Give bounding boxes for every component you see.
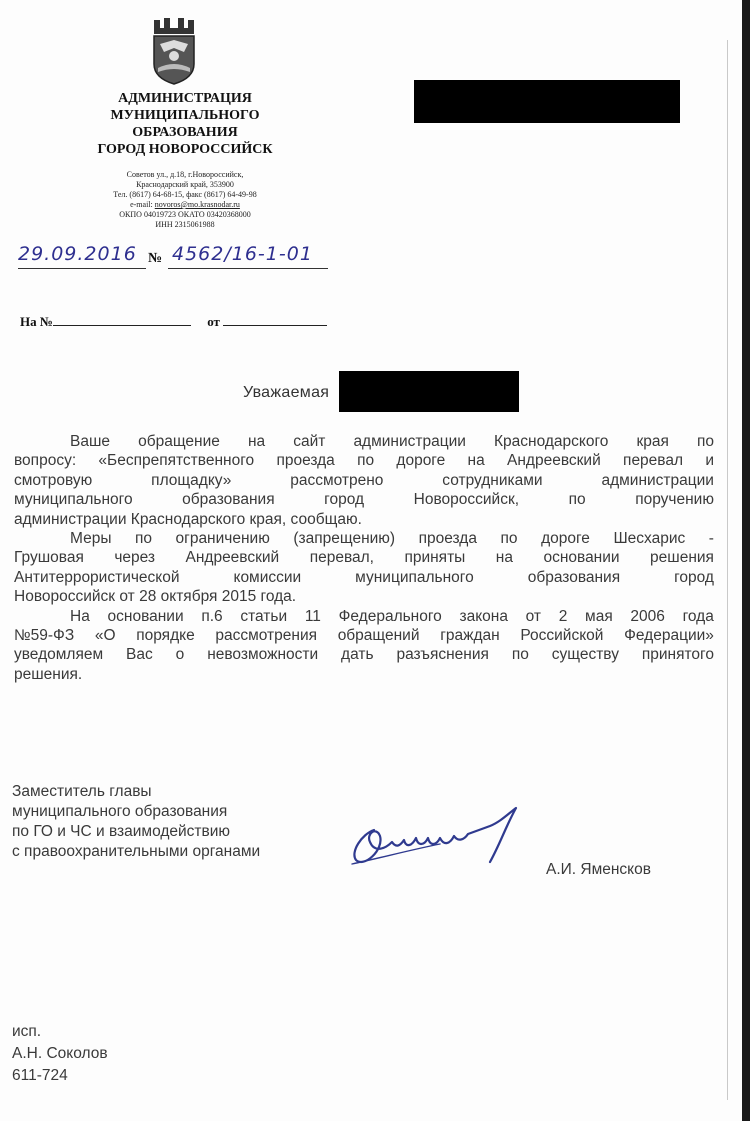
body-word: года [682,607,714,625]
signatory-title [12,782,260,862]
body-word: Федерации» [624,627,714,645]
body-word: проезда [418,530,477,548]
region-text: Краснодарский край, 353900 [136,180,234,189]
email-prefix: e-mail: [130,200,155,209]
org-line: ГОРОД НОВОРОССИЙСК [97,142,273,157]
body-word: края [636,433,669,450]
reference-from-label: от [207,314,220,329]
body-word: Ваше [70,433,111,450]
body-word: по [357,452,375,470]
body-word: закона [459,607,508,625]
body-line [14,587,714,606]
executor-block [12,1021,108,1087]
redacted-addressee [414,80,680,123]
body-word: о [175,646,185,664]
handwritten-signature [340,800,530,880]
email-line [75,200,295,210]
body-line [14,548,714,567]
body-word: смотровую [14,471,93,489]
body-word: от [525,607,542,625]
greeting: Уважаемая [243,384,330,401]
body-word: основании [107,607,184,625]
body-word: Меры [70,530,112,548]
coat-of-arms-icon [150,18,198,86]
body-word: ограничению [175,530,270,548]
body-word: Грушовая [14,549,84,567]
body-word: Андреевский [507,452,601,470]
body-word: разъяснения [396,646,489,664]
body-word: перевал, [309,549,374,567]
body-line [14,490,714,509]
body-word: администрации [601,471,714,489]
body-word: площадку» [151,471,232,489]
body-word: 2006 [630,607,665,625]
registration-date-text: 29.09.2016 [18,243,137,265]
body-word: по [568,491,586,509]
org-line: ОБРАЗОВАНИЯ [132,125,238,140]
executor-phone: 611-724 [12,1067,68,1084]
body-word: №59-ФЗ [14,627,75,645]
body-line [14,510,714,529]
body-word: по [696,433,714,450]
body-word: муниципального [355,568,474,586]
signatory-title-line: по ГО и ЧС и взаимодействию [12,823,231,840]
body-word: на [247,433,266,450]
body-word: Вас [126,646,153,664]
body-word: решения [650,549,714,567]
body-word: «О [94,627,116,645]
paragraph-3 [14,607,714,685]
contact-block [75,170,295,230]
phone-text: Тел. (8617) 64-68-15, факс (8617) 64-49-98 [113,190,257,199]
body-word: через [114,549,156,567]
body-word: - [708,530,714,548]
registration-date [18,243,138,271]
body-line [14,665,714,684]
body-word: п.6 [201,607,223,625]
body-line [14,451,714,470]
body-word: дать [341,646,374,664]
date-underline [18,268,146,269]
body-word: порядке [136,627,195,645]
number-sign: № [148,251,163,266]
body-word: администрации Краснодарского края, сообщаю. [14,510,362,528]
body-word: дороге [541,530,590,548]
body-word: 2 [558,607,568,625]
body-word: дороге [396,452,446,470]
body-word: граждан [440,627,500,645]
body-word: администрации [353,433,466,450]
body-word: вопросу: [14,452,77,470]
body-word: уведомляем [14,646,104,664]
org-line: АДМИНИСТРАЦИЯ [118,91,252,106]
body-word: сайт [293,433,326,450]
body-word: Шесхарис [613,530,686,548]
body-word: комиссии [233,568,302,586]
body-word: сотрудниками [442,471,543,489]
executor-name: А.Н. Соколов [12,1045,108,1062]
executor-label: исп. [12,1023,42,1040]
body-word: перевал [623,452,684,470]
registration-number [172,243,313,265]
page-edge-line [727,40,728,1100]
body-word: и [705,452,714,470]
body-word: На [70,607,90,625]
body-word: образования [182,491,275,509]
body-word: поручению [635,491,714,509]
body-word: Российской [520,627,604,645]
body-word: Краснодарского [494,433,609,450]
body-line [14,626,714,645]
org-line: МУНИЦИПАЛЬНОГО [110,108,260,123]
body-word: Антитеррористической [14,568,180,586]
body-line [14,529,714,548]
registration-number-text: 4562/16-1-01 [172,243,313,265]
reference-label: На № [20,314,53,329]
body-word: 11 [304,607,321,625]
letter-body [14,432,714,684]
body-word: приняты [404,549,466,567]
address-text: Советов ул., д.18, г.Новороссийск, [126,170,244,179]
body-word: обращение [138,433,220,450]
body-word: проезда [276,452,335,470]
body-word: «Беспрепятственного [98,452,255,470]
reference-date-blank [223,313,327,326]
body-word: город [324,491,365,509]
body-word: Новороссийск, [413,491,520,509]
body-line [14,568,714,587]
signatory-title-line: муниципального образования [12,803,228,820]
body-word: решения. [14,665,83,683]
signatory-title-line: с правоохранительными органами [12,843,261,860]
body-word: принятого [641,646,714,664]
signatory-name: А.И. Яменсков [546,861,651,878]
body-word: Андреевский [185,549,280,567]
email-link[interactable]: novoros@mo.krasnodar.ru [154,200,240,209]
signatory-title-line: Заместитель главы [12,783,152,800]
body-word: на [467,452,485,470]
body-word: по [511,646,529,664]
reference-line [20,313,327,330]
paragraph-2 [14,529,714,607]
body-word: рассмотрено [290,471,384,489]
body-word: Федерального [338,607,442,625]
body-word: на [495,549,513,567]
number-underline [168,268,328,269]
body-word: муниципального [14,491,133,509]
body-word: по [135,530,153,548]
okpo-text: ОКПО 04019723 ОКАТО 03420368000 [119,210,251,219]
body-word: город [674,568,714,586]
scan-border [742,0,750,1121]
body-word: статьи [240,607,288,625]
organization-name [60,90,310,158]
body-word: по [500,530,518,548]
body-line [14,432,714,451]
paragraph-1 [14,432,714,529]
body-word: существу [551,646,619,664]
reference-number-blank [53,313,191,326]
body-word: Новороссийск от 28 октября 2015 года. [14,588,297,606]
redacted-name [339,371,519,412]
body-word: обращений [337,627,420,645]
body-word: невозможности [207,646,319,664]
body-word: рассмотрения [215,627,318,645]
body-word: мая [585,607,613,625]
body-word: (запрещению) [293,530,396,548]
body-word: основании [543,549,620,567]
body-line [14,645,714,664]
inn-text: ИНН 2315061988 [155,220,215,229]
body-line [14,471,714,490]
body-line [14,607,714,626]
body-word: образования [527,568,621,586]
